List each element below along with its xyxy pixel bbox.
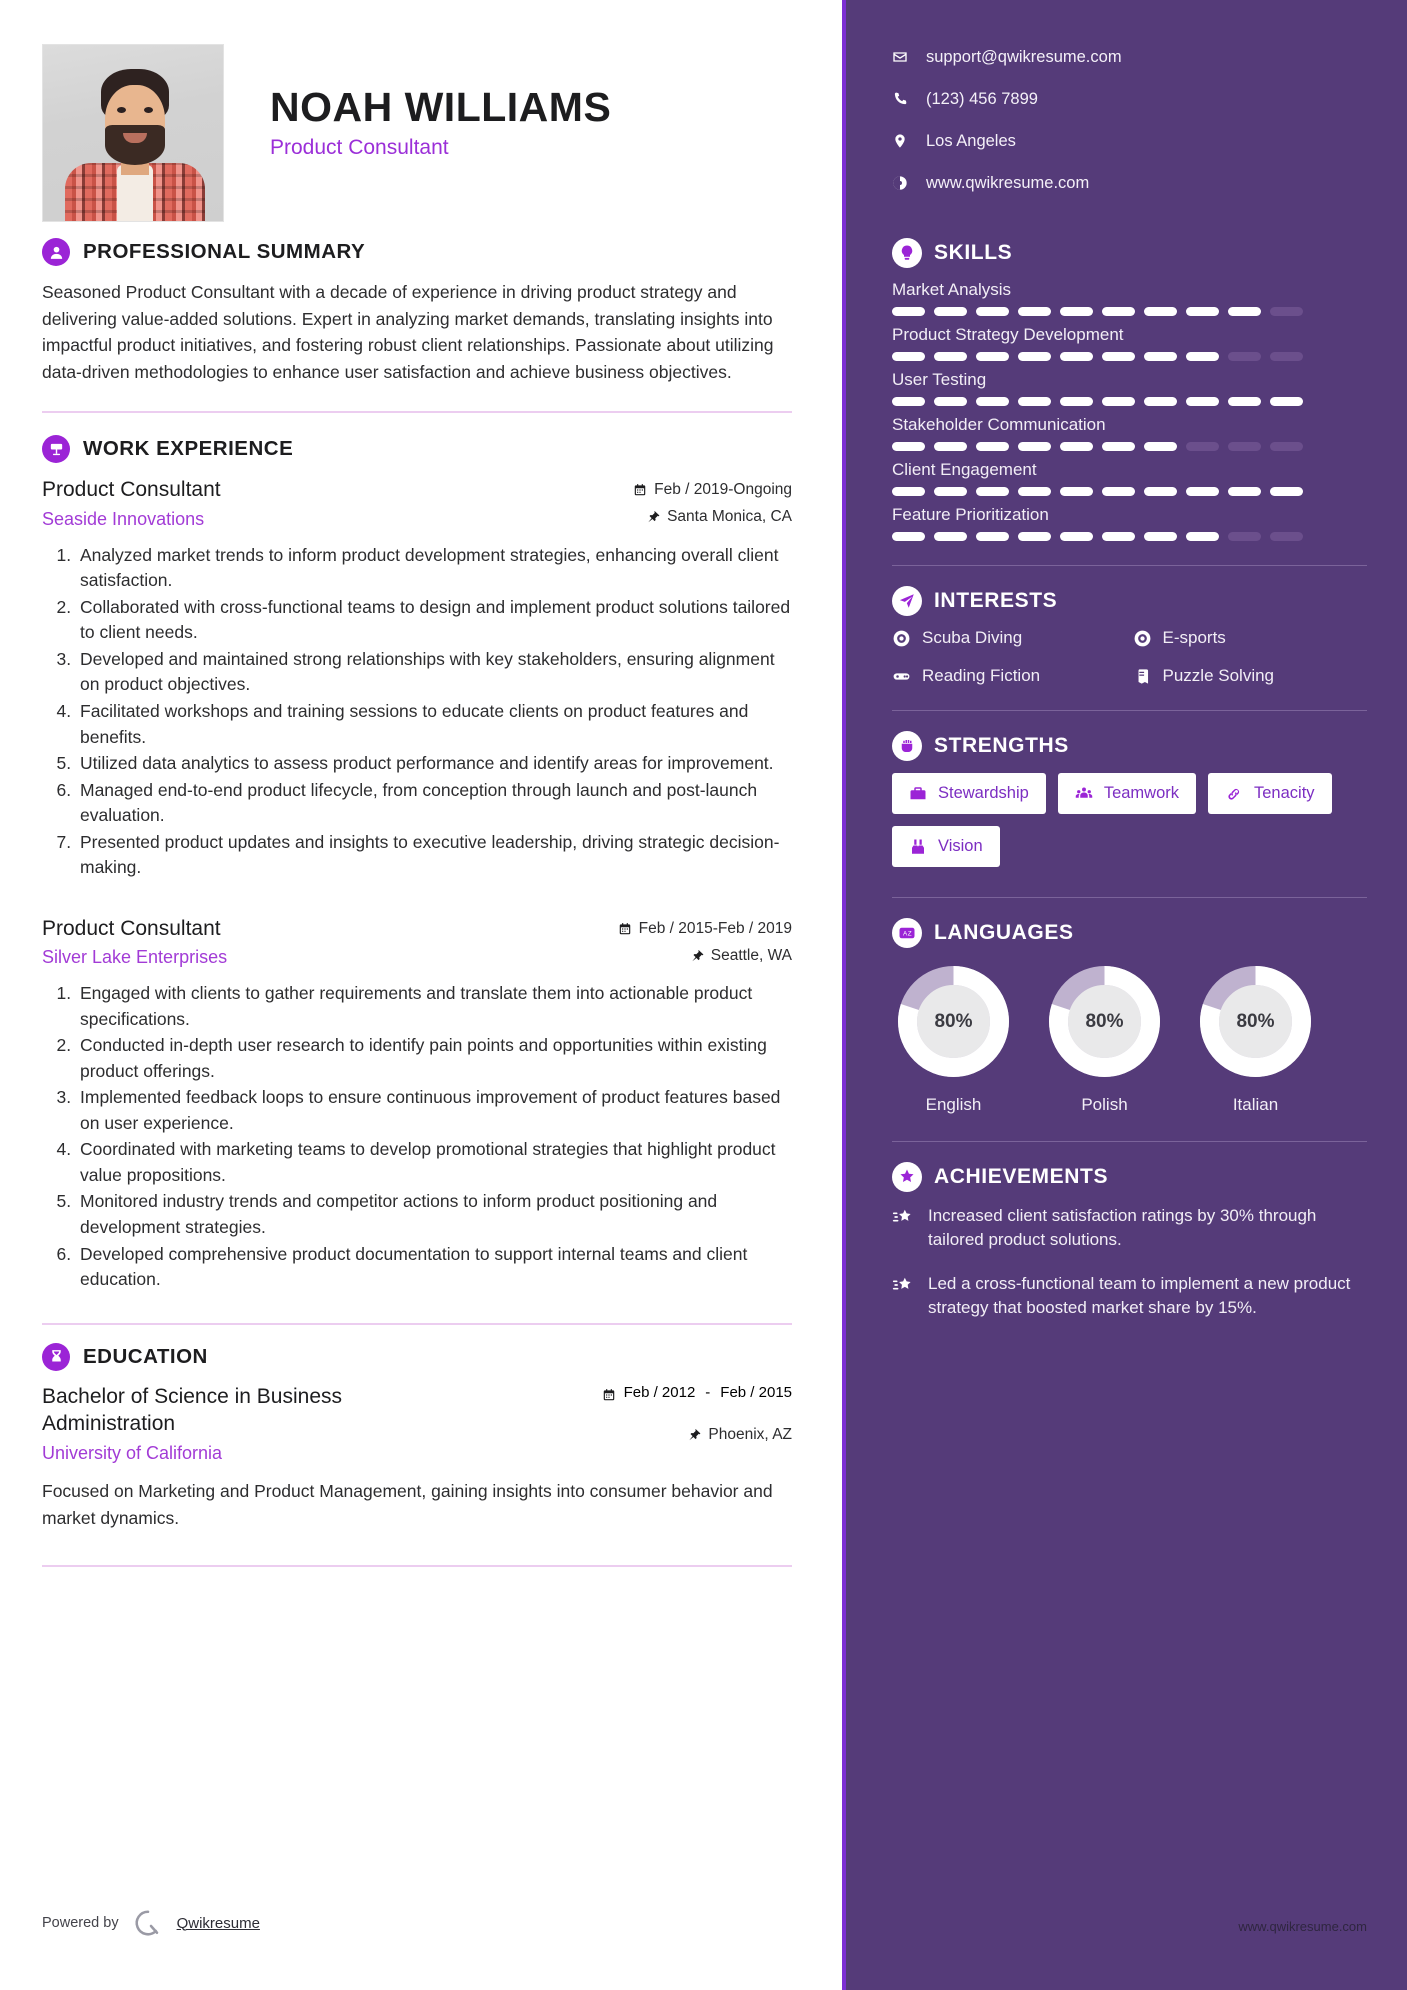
section-work-experience bbox=[42, 435, 792, 1292]
skill-dash bbox=[1060, 487, 1093, 496]
language-item bbox=[1194, 960, 1317, 1115]
skill-dash bbox=[1228, 307, 1261, 316]
bullet: 1. Analyzed market trends to inform product development strategies, enhancing overall client satisfaction. bbox=[76, 543, 792, 594]
sidebar-divider-2 bbox=[892, 710, 1367, 711]
skill-dash bbox=[1228, 532, 1261, 541]
skill-dash bbox=[934, 352, 967, 361]
strengths-list bbox=[892, 773, 1367, 867]
strength-chip[interactable] bbox=[892, 826, 1000, 867]
skill-dash bbox=[976, 397, 1009, 406]
briefcase-desk-icon bbox=[42, 435, 70, 463]
achievement-text: Increased client satisfaction ratings by 30% through tailored product solutions. bbox=[928, 1206, 1317, 1250]
star-badge-icon bbox=[892, 1162, 922, 1192]
skill-level-meter bbox=[892, 397, 1367, 406]
svg-text:A: A bbox=[902, 930, 908, 938]
skill-level-meter bbox=[892, 307, 1367, 316]
shooting-star-icon bbox=[892, 1207, 914, 1229]
lifebuoy-icon bbox=[892, 629, 911, 648]
skill-dash bbox=[934, 532, 967, 541]
bullet: 7. Presented product updates and insights to executive leadership, driving strategic decision-making. bbox=[76, 830, 792, 881]
skill-dash bbox=[1144, 352, 1177, 361]
qwikresume-logo-icon bbox=[133, 1908, 163, 1938]
sidebar-divider-4 bbox=[892, 1141, 1367, 1142]
globe-icon bbox=[892, 175, 908, 191]
skill-dash bbox=[1186, 487, 1219, 496]
skill-dash bbox=[1018, 442, 1051, 451]
language-label: English bbox=[925, 1095, 982, 1114]
skill-dash bbox=[1144, 442, 1177, 451]
skill-dash bbox=[1102, 442, 1135, 451]
skill-dash bbox=[1060, 352, 1093, 361]
link-chain-icon bbox=[1225, 785, 1243, 803]
language-label: Italian bbox=[1232, 1095, 1279, 1114]
skills-heading-row bbox=[892, 238, 1367, 268]
skill-dash bbox=[1186, 532, 1219, 541]
qwikresume-brand-link[interactable]: Qwikresume bbox=[176, 1914, 260, 1932]
interest-item bbox=[892, 666, 1127, 686]
contact-location: Los Angeles bbox=[926, 131, 1016, 150]
skill-dash bbox=[892, 397, 925, 406]
pin-icon bbox=[646, 510, 660, 524]
education-heading-row bbox=[42, 1343, 792, 1371]
skill-dash bbox=[892, 532, 925, 541]
skill-item bbox=[892, 370, 1367, 406]
strength-label: Stewardship bbox=[938, 784, 1029, 802]
footer bbox=[42, 1908, 260, 1938]
languages-list bbox=[892, 960, 1367, 1115]
education-location-row bbox=[602, 1426, 792, 1444]
language-item bbox=[1043, 960, 1166, 1115]
divider-3 bbox=[42, 1565, 792, 1567]
skill-dash bbox=[1102, 352, 1135, 361]
bullet: 4. Coordinated with marketing teams to develop promotional strategies that highlight product value propositions. bbox=[76, 1137, 792, 1188]
skill-item bbox=[892, 505, 1367, 541]
sidebar-divider-1 bbox=[892, 565, 1367, 566]
strength-label: Tenacity bbox=[1254, 784, 1315, 802]
skill-item bbox=[892, 460, 1367, 496]
skill-dash bbox=[1060, 442, 1093, 451]
interest-item bbox=[1133, 666, 1368, 686]
pin-icon bbox=[687, 1428, 701, 1442]
section-languages bbox=[892, 918, 1367, 1115]
interests-heading-row bbox=[892, 586, 1367, 616]
education-school: University of California bbox=[42, 1443, 223, 1464]
education-date-start: Feb / 2012 bbox=[623, 1383, 696, 1401]
section-education bbox=[42, 1343, 792, 1531]
skill-dash bbox=[1186, 442, 1219, 451]
candidate-name: NOAH WILLIAMS bbox=[270, 84, 612, 130]
skill-dash bbox=[1018, 487, 1051, 496]
strength-label: Teamwork bbox=[1103, 784, 1179, 802]
calendar-icon bbox=[633, 483, 647, 497]
skill-dash bbox=[1270, 307, 1303, 316]
right-sidebar bbox=[846, 0, 1407, 1990]
lifebuoy-icon bbox=[1133, 629, 1152, 648]
job-location: Santa Monica, CA bbox=[667, 508, 792, 526]
job-meta bbox=[618, 915, 792, 965]
header bbox=[42, 44, 792, 234]
skill-dash bbox=[1186, 352, 1219, 361]
achievement-item bbox=[892, 1204, 1367, 1252]
contact-phone: (123) 456 7899 bbox=[926, 89, 1038, 108]
skill-dash bbox=[976, 307, 1009, 316]
job-dates-row bbox=[618, 920, 792, 938]
summary-heading: PROFESSIONAL SUMMARY bbox=[83, 240, 366, 263]
skill-dash bbox=[1270, 397, 1303, 406]
skill-dash bbox=[1186, 397, 1219, 406]
skill-dash bbox=[1144, 532, 1177, 541]
candidate-role: Product Consultant bbox=[270, 136, 449, 160]
svg-text:Z: Z bbox=[907, 930, 912, 938]
achievement-item bbox=[892, 1272, 1367, 1320]
job-dates: Feb / 2019-Ongoing bbox=[654, 481, 792, 499]
bullet: 6. Managed end-to-end product lifecycle, from conception through launch and post-launch evaluation. bbox=[76, 778, 792, 829]
skill-dash bbox=[1186, 307, 1219, 316]
skill-dash bbox=[934, 487, 967, 496]
book-icon bbox=[1133, 667, 1152, 686]
strength-chip[interactable] bbox=[1058, 773, 1196, 814]
education-heading: EDUCATION bbox=[83, 1344, 208, 1368]
interest-label: Scuba Diving bbox=[922, 628, 1023, 647]
skill-dash bbox=[1228, 397, 1261, 406]
sidebar-divider-3 bbox=[892, 897, 1367, 898]
divider-2 bbox=[42, 1323, 792, 1325]
job-entry bbox=[42, 476, 792, 880]
profile-photo bbox=[42, 44, 224, 222]
skill-dash bbox=[976, 442, 1009, 451]
summary-heading-row bbox=[42, 238, 792, 266]
language-ring bbox=[892, 960, 1015, 1083]
contact-website-row[interactable] bbox=[892, 162, 1367, 204]
strength-label: Vision bbox=[938, 837, 983, 855]
mail-icon bbox=[892, 49, 908, 65]
strength-chip[interactable] bbox=[892, 773, 1046, 814]
interest-label: E-sports bbox=[1162, 628, 1226, 647]
contact-email-row[interactable] bbox=[892, 36, 1367, 78]
bullet: 1. Engaged with clients to gather requirements and translate them into actionable product specifications. bbox=[76, 981, 792, 1032]
language-percent: 80% bbox=[934, 1010, 973, 1032]
skills-heading: SKILLS bbox=[934, 241, 1013, 264]
skill-dash bbox=[1228, 352, 1261, 361]
interest-item bbox=[892, 628, 1127, 648]
education-date-end: Feb / 2015 bbox=[720, 1383, 792, 1401]
skill-dash bbox=[892, 307, 925, 316]
interest-label: Puzzle Solving bbox=[1162, 666, 1275, 685]
language-ring bbox=[1194, 960, 1317, 1083]
skill-dash bbox=[976, 532, 1009, 541]
job-meta bbox=[633, 476, 792, 526]
skill-dash bbox=[976, 487, 1009, 496]
skill-dash bbox=[1228, 442, 1261, 451]
interests-grid bbox=[892, 628, 1367, 686]
skill-dash bbox=[1270, 532, 1303, 541]
job-title: Product Consultant bbox=[42, 916, 221, 940]
gamepad-icon bbox=[892, 667, 911, 686]
bullet: 5. Monitored industry trends and competitor actions to inform product positioning and development strategies. bbox=[76, 1189, 792, 1240]
achievements-heading-row bbox=[892, 1162, 1367, 1192]
language-percent: 80% bbox=[1085, 1010, 1124, 1032]
skill-dash bbox=[934, 397, 967, 406]
interest-item bbox=[1133, 628, 1368, 648]
skill-item bbox=[892, 325, 1367, 361]
section-achievements bbox=[892, 1162, 1367, 1321]
skill-dash bbox=[934, 442, 967, 451]
name-block bbox=[224, 44, 611, 160]
skill-dash bbox=[892, 442, 925, 451]
shooting-star-icon bbox=[892, 1275, 914, 1297]
location-pin-icon bbox=[892, 133, 908, 149]
skill-dash bbox=[1060, 532, 1093, 541]
binoculars-icon bbox=[909, 838, 927, 856]
language-ring bbox=[1043, 960, 1166, 1083]
strengths-heading-row bbox=[892, 731, 1367, 761]
pin-icon bbox=[690, 949, 704, 963]
skill-item bbox=[892, 415, 1367, 451]
skill-dash bbox=[1270, 487, 1303, 496]
graduation-icon bbox=[42, 1343, 70, 1371]
summary-text: Seasoned Product Consultant with a decade of experience in driving product strategy and delivering value-added solutions. Expert in analyzing market demands, translating insights into impactful product initiatives, and fostering robust client relationships. Passionate about utilizing data-driven methodologies to enhance user satisfaction and achieve business objectives. bbox=[42, 282, 774, 382]
skill-dash bbox=[976, 352, 1009, 361]
work-heading: WORK EXPERIENCE bbox=[83, 437, 294, 461]
skill-dash bbox=[1102, 307, 1135, 316]
bullet: 6. Developed comprehensive product documentation to support internal teams and client education. bbox=[76, 1242, 792, 1293]
contact-website: www.qwikresume.com bbox=[926, 173, 1090, 192]
contact-list bbox=[892, 36, 1367, 204]
strength-chip[interactable] bbox=[1208, 773, 1332, 814]
skills-list bbox=[892, 280, 1367, 541]
skill-level-meter bbox=[892, 442, 1367, 451]
skill-dash bbox=[892, 487, 925, 496]
skill-label: Client Engagement bbox=[892, 460, 1037, 479]
skill-dash bbox=[1270, 442, 1303, 451]
job-entry bbox=[42, 915, 792, 1293]
skill-dash bbox=[1102, 532, 1135, 541]
contact-location-row[interactable] bbox=[892, 120, 1367, 162]
job-bullets bbox=[42, 543, 792, 881]
calendar-icon bbox=[618, 922, 632, 936]
language-item bbox=[892, 960, 1015, 1115]
skill-dash bbox=[1060, 307, 1093, 316]
skill-dash bbox=[1228, 487, 1261, 496]
skill-dash bbox=[934, 307, 967, 316]
divider-1 bbox=[42, 411, 792, 413]
job-bullets bbox=[42, 981, 792, 1293]
job-company: Silver Lake Enterprises bbox=[42, 947, 228, 968]
skill-dash bbox=[1102, 487, 1135, 496]
languages-heading: LANGUAGES bbox=[934, 921, 1074, 944]
skill-level-meter bbox=[892, 352, 1367, 361]
bullet: 4. Facilitated workshops and training sessions to educate clients on product features and benefits. bbox=[76, 699, 792, 750]
skill-dash bbox=[1018, 397, 1051, 406]
phone-icon bbox=[892, 91, 908, 107]
skill-label: User Testing bbox=[892, 370, 987, 389]
job-company: Seaside Innovations bbox=[42, 508, 205, 529]
skill-dash bbox=[1144, 397, 1177, 406]
skill-dash bbox=[1270, 352, 1303, 361]
skill-dash bbox=[1018, 532, 1051, 541]
language-percent: 80% bbox=[1236, 1010, 1275, 1032]
job-dates-row bbox=[633, 481, 792, 499]
achievements-heading: ACHIEVEMENTS bbox=[934, 1165, 1109, 1188]
lightbulb-icon bbox=[892, 238, 922, 268]
paper-plane-icon bbox=[892, 586, 922, 616]
language-label: Polish bbox=[1081, 1095, 1128, 1114]
section-interests bbox=[892, 586, 1367, 686]
skill-label: Stakeholder Communication bbox=[892, 415, 1106, 434]
work-heading-row bbox=[42, 435, 792, 463]
bullet: 5. Utilized data analytics to assess product performance and identify areas for improvement. bbox=[76, 751, 792, 777]
strengths-heading: STRENGTHS bbox=[934, 734, 1069, 757]
skill-dash bbox=[1060, 397, 1093, 406]
skill-dash bbox=[1018, 352, 1051, 361]
education-degree: Bachelor of Science in Business Administration bbox=[42, 1384, 342, 1435]
skill-dash bbox=[892, 352, 925, 361]
powered-by-label: Powered by bbox=[42, 1915, 119, 1931]
skill-item bbox=[892, 280, 1367, 316]
user-circle-icon bbox=[42, 238, 70, 266]
bullet: 3. Implemented feedback loops to ensure continuous improvement of product features based on user experience. bbox=[76, 1085, 792, 1136]
skill-label: Feature Prioritization bbox=[892, 505, 1049, 524]
translate-az-icon bbox=[892, 918, 922, 948]
bullet: 2. Collaborated with cross-functional teams to design and implement product solutions tailored to client needs. bbox=[76, 595, 792, 646]
contact-email: support@qwikresume.com bbox=[926, 47, 1122, 66]
job-dates: Feb / 2015-Feb / 2019 bbox=[638, 919, 792, 937]
bullet: 2. Conducted in-depth user research to identify pain points and opportunities within existing product offerings. bbox=[76, 1033, 792, 1084]
fist-icon bbox=[892, 731, 922, 761]
education-date-separator: - bbox=[705, 1383, 711, 1401]
skill-label: Market Analysis bbox=[892, 280, 1012, 299]
interest-label: Reading Fiction bbox=[922, 666, 1041, 685]
contact-phone-row[interactable] bbox=[892, 78, 1367, 120]
skill-dash bbox=[1102, 397, 1135, 406]
sidebar-footer-url: www.qwikresume.com bbox=[1238, 1919, 1367, 1934]
job-location: Seattle, WA bbox=[710, 946, 792, 964]
languages-heading-row bbox=[892, 918, 1367, 948]
skill-dash bbox=[1018, 307, 1051, 316]
people-group-icon bbox=[1075, 785, 1093, 803]
education-dates-row bbox=[602, 1384, 792, 1402]
section-strengths bbox=[892, 731, 1367, 867]
skill-label: Product Strategy Development bbox=[892, 325, 1124, 344]
interests-heading: INTERESTS bbox=[934, 589, 1058, 612]
section-skills bbox=[892, 238, 1367, 541]
bullet: 3. Developed and maintained strong relationships with key stakeholders, ensuring alignment on product objectives. bbox=[76, 647, 792, 698]
section-professional-summary bbox=[42, 238, 792, 385]
skill-dash bbox=[1144, 307, 1177, 316]
job-title: Product Consultant bbox=[42, 478, 221, 502]
skill-level-meter bbox=[892, 532, 1367, 541]
skill-dash bbox=[1144, 487, 1177, 496]
education-description: Focused on Marketing and Product Management, gaining insights into consumer behavior and market dynamics. bbox=[42, 1481, 773, 1528]
education-location: Phoenix, AZ bbox=[708, 1425, 792, 1443]
job-location-row bbox=[618, 947, 792, 965]
skill-level-meter bbox=[892, 487, 1367, 496]
job-location-row bbox=[633, 508, 792, 526]
achievement-text: Led a cross-functional team to implement a new product strategy that boosted market share by 15%. bbox=[928, 1274, 1351, 1318]
toolbox-icon bbox=[909, 785, 927, 803]
calendar-icon bbox=[602, 1388, 616, 1402]
